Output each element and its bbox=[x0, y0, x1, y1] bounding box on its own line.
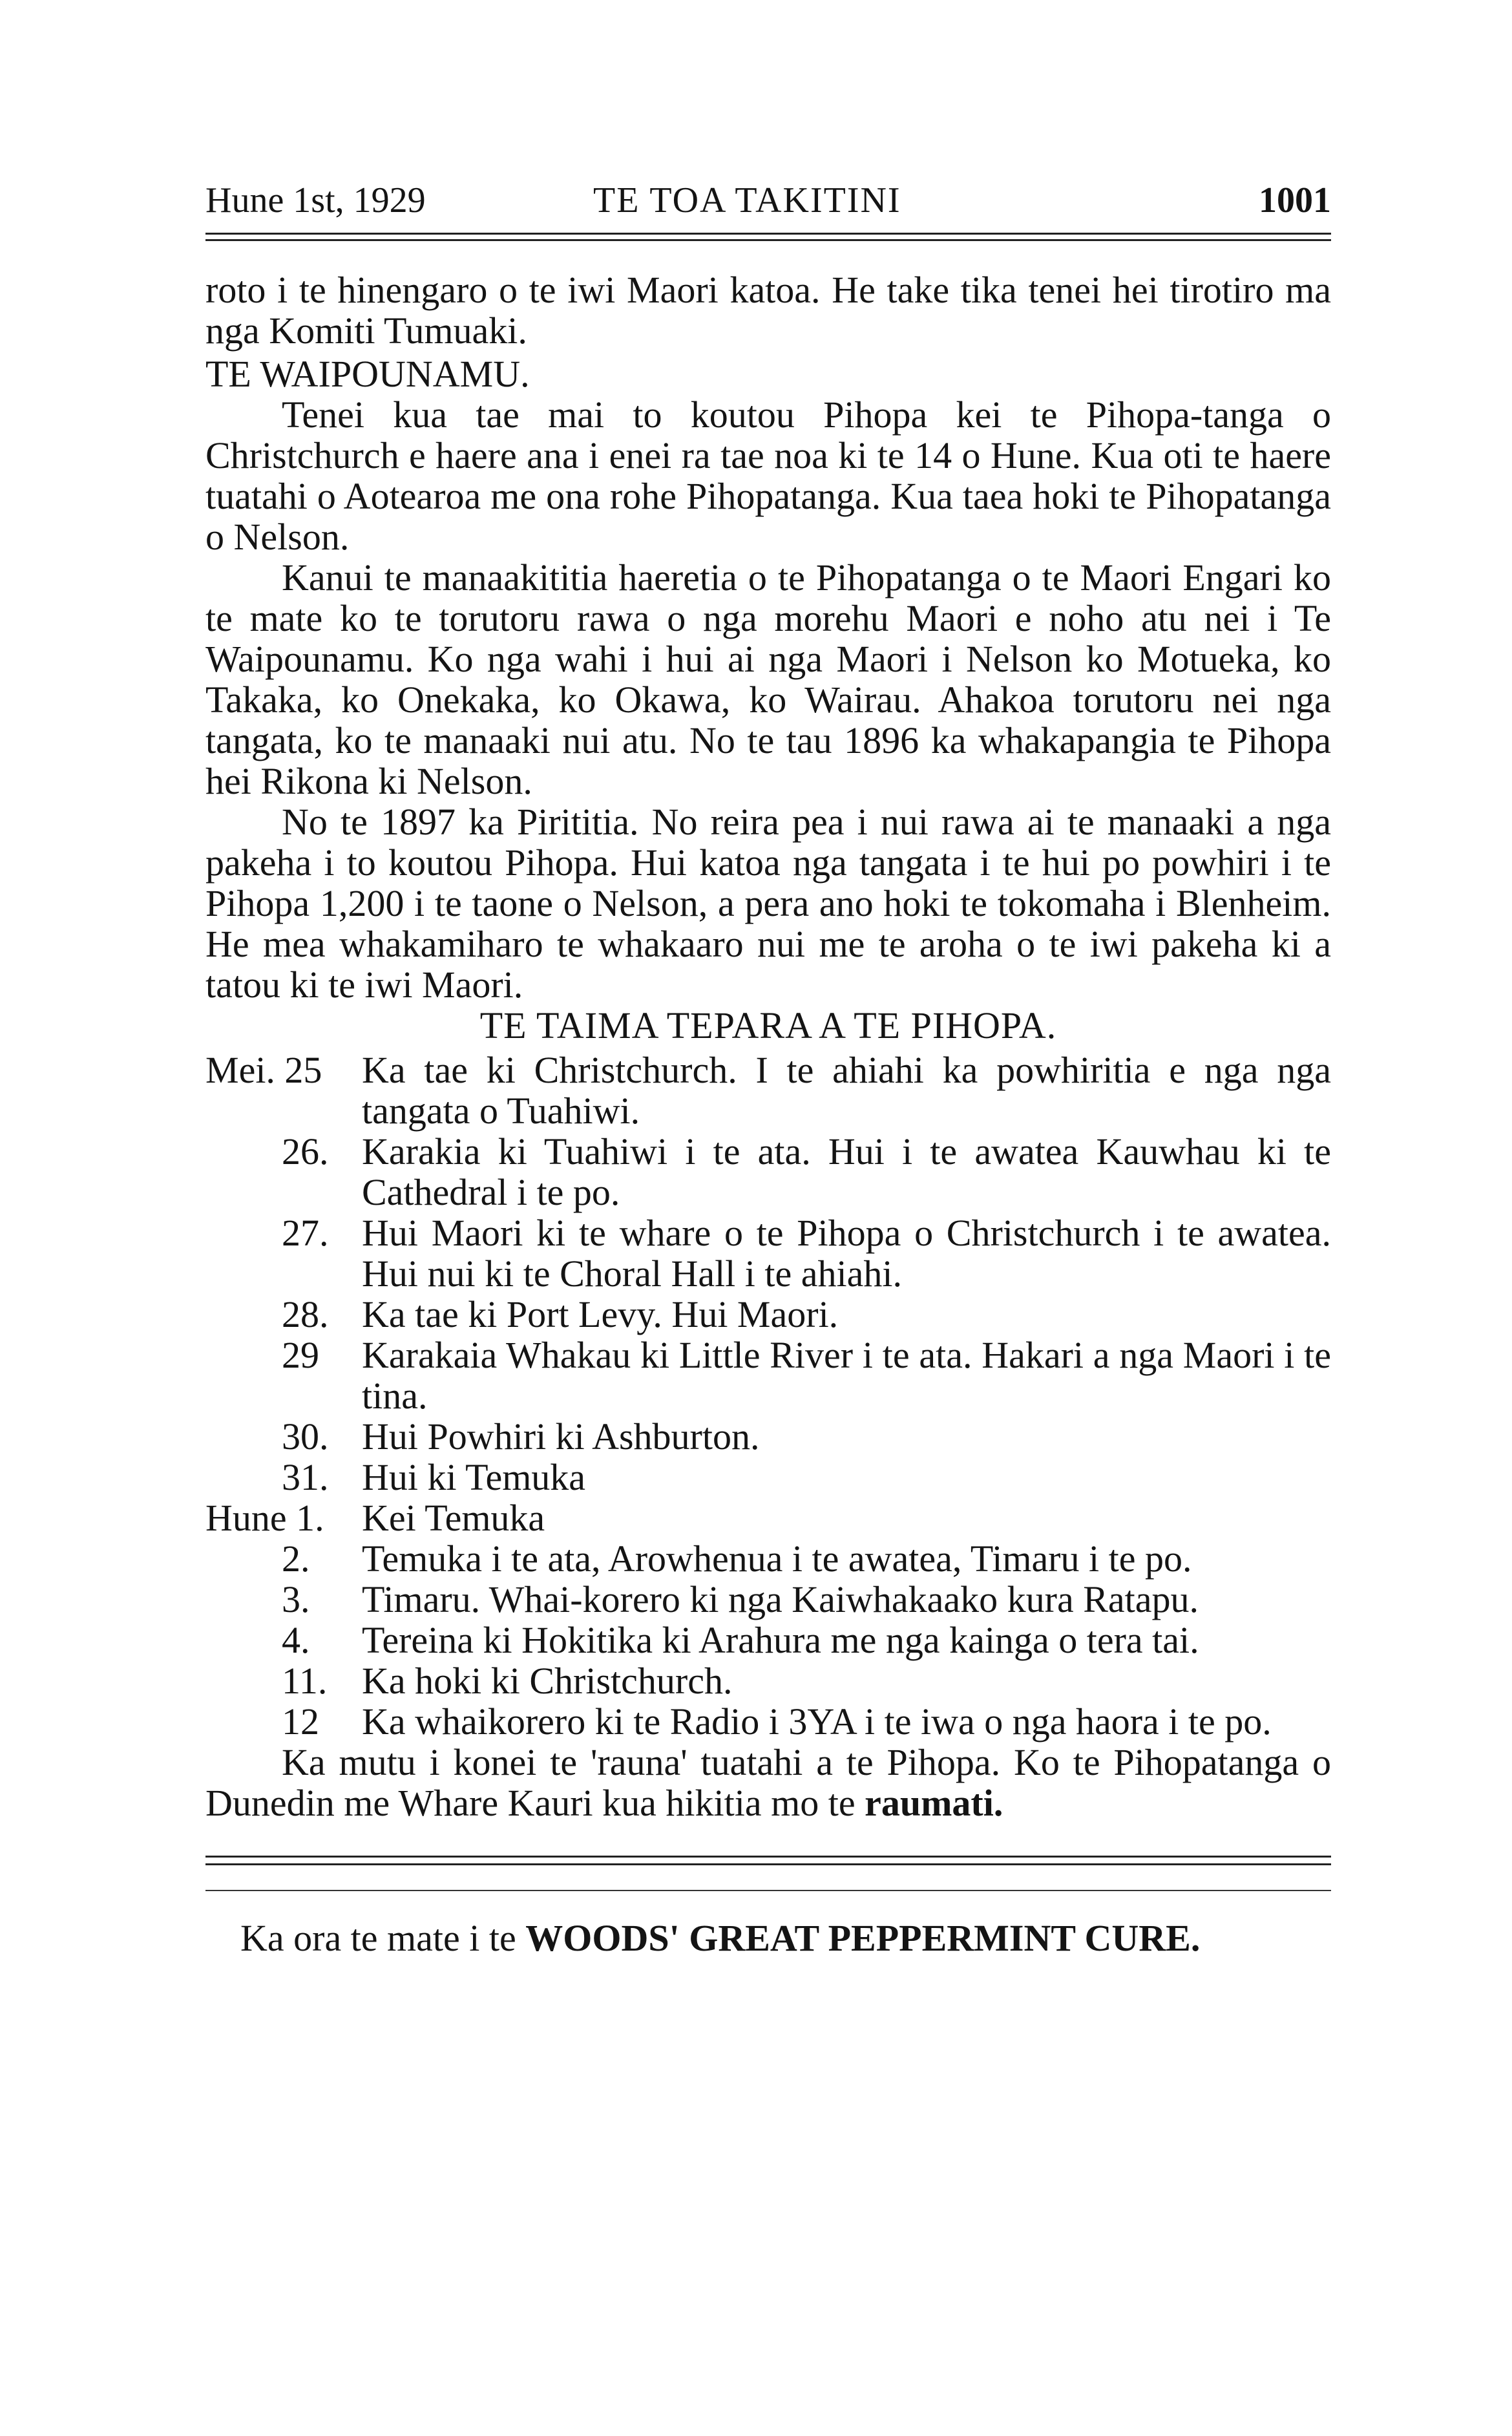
schedule-date: 4. bbox=[282, 1619, 310, 1661]
schedule-text: Temuka i te ata, Arowhenua i te awatea, Timaru i te po. bbox=[362, 1538, 1192, 1580]
page-header bbox=[205, 175, 1331, 233]
schedule-entry bbox=[205, 1620, 1331, 1660]
schedule-date: 27. bbox=[282, 1212, 329, 1254]
schedule-entry bbox=[205, 1294, 1331, 1335]
newspaper-page bbox=[205, 175, 1331, 1997]
schedule-text: Ka hoki ki Christchurch. bbox=[362, 1660, 733, 1702]
schedule-entry bbox=[205, 1538, 1331, 1579]
opening-paragraph: roto i te hinengaro o te iwi Maori katoa. He take tika tenei hei tirotiro ma nga Komiti Tumuaki. bbox=[205, 269, 1331, 352]
advertisement bbox=[205, 1917, 1331, 1960]
article-body bbox=[205, 270, 1331, 1823]
schedule-text: Karakaia Whakau ki Little River i te ata. Hakari a nga Maori i te tina. bbox=[362, 1334, 1331, 1417]
schedule-heading: TE TAIMA TEPARA A TE PIHOPA. bbox=[479, 1004, 1057, 1046]
schedule-text: Tereina ki Hokitika ki Arahura me nga kainga o tera tai. bbox=[362, 1619, 1199, 1661]
paragraph: Tenei kua tae mai to koutou Pihopa kei te Pihopa-tanga o Christchurch e haere ana i enei ra tae noa ki te 14 o Hune. Kua oti te haere tuatahi o Aotearoa me ona rohe Pihopatanga. Kua taea hoki te Pihopatanga o Nelson. bbox=[205, 394, 1331, 558]
schedule-text: Ka tae ki Port Levy. Hui Maori. bbox=[362, 1293, 839, 1335]
schedule-text: Ka whaikorero ki te Radio i 3YA i te iwa o nga haora i te po. bbox=[362, 1700, 1272, 1742]
closing-last-word: raumati. bbox=[865, 1782, 1003, 1824]
schedule-date: 11. bbox=[282, 1660, 328, 1702]
schedule-text: Hui Powhiri ki Ashburton. bbox=[362, 1415, 760, 1457]
footer-rule bbox=[205, 1856, 1331, 1865]
footer-thin-rule bbox=[205, 1890, 1331, 1891]
schedule-entry bbox=[205, 1579, 1331, 1620]
schedule-entry bbox=[205, 1701, 1331, 1742]
schedule-text: Timaru. Whai-korero ki nga Kaiwhakaako kura Ratapu. bbox=[362, 1578, 1199, 1620]
schedule-entry bbox=[205, 1416, 1331, 1457]
advert-product: WOODS' GREAT PEPPERMINT CURE. bbox=[525, 1917, 1201, 1959]
schedule-date: 29 bbox=[282, 1334, 319, 1376]
schedule-date: 12 bbox=[282, 1700, 319, 1742]
schedule-date: Mei. 25 bbox=[205, 1049, 322, 1091]
schedule-entry bbox=[205, 1131, 1331, 1213]
schedule-date: 28. bbox=[282, 1293, 329, 1335]
schedule-entry bbox=[205, 1457, 1331, 1498]
schedule-text: Hui Maori ki te whare o te Pihopa o Christchurch i te awatea. Hui nui ki te Choral Hall i te ahiahi. bbox=[362, 1212, 1331, 1295]
closing-paragraph bbox=[205, 1742, 1331, 1823]
schedule-text: Hui ki Temuka bbox=[362, 1456, 586, 1498]
schedule-text: Kei Temuka bbox=[362, 1497, 545, 1539]
advert-lead: Ka ora te mate i te bbox=[240, 1917, 516, 1959]
schedule-entry bbox=[205, 1498, 1331, 1538]
schedule-date: Hune 1. bbox=[205, 1497, 324, 1539]
header-page-number: 1001 bbox=[1259, 180, 1331, 220]
schedule-date: 3. bbox=[282, 1578, 310, 1620]
schedule-entry bbox=[205, 1050, 1331, 1131]
schedule-date: 31. bbox=[282, 1456, 329, 1498]
closing-text: Ka mutu i konei te 'rauna' tuatahi a te Pihopa. Ko te Pihopatanga o Dunedin me Whare Kauri kua hikitia mo te bbox=[205, 1741, 1331, 1824]
section-heading: TE WAIPOUNAMU. bbox=[205, 353, 530, 395]
header-title: TE TOA TAKITINI bbox=[593, 180, 901, 220]
schedule-entry bbox=[205, 1335, 1331, 1416]
schedule-date: 2. bbox=[282, 1538, 310, 1580]
schedule-list bbox=[205, 1050, 1331, 1742]
paragraph: Kanui te manaakititia haeretia o te Pihopatanga o te Maori Engari ko te mate ko te torutoru rawa o nga morehu Maori e noho atu nei i Te Waipounamu. Ko nga wahi i hui ai nga Maori i Nelson ko Motueka, ko Takaka, ko Onekaka, ko Okawa, ko Wairau. Ahakoa torutoru nei nga tangata, ko te manaaki nui atu. No te tau 1896 ka whakapangia te Pihopa hei Rikona ki Nelson. bbox=[205, 556, 1331, 802]
schedule-entry bbox=[205, 1213, 1331, 1294]
header-rule bbox=[205, 233, 1331, 241]
schedule-text: Ka tae ki Christchurch. I te ahiahi ka powhiritia e nga nga tangata o Tuahiwi. bbox=[362, 1049, 1331, 1132]
schedule-text: Karakia ki Tuahiwi i te ata. Hui i te awatea Kauwhau ki te Cathedral i te po. bbox=[362, 1130, 1331, 1213]
paragraph: No te 1897 ka Pirititia. No reira pea i nui rawa ai te manaaki a nga pakeha i to koutou Pihopa. Hui katoa nga tangata i te hui po powhiri i te Pihopa 1,200 i te taone o Nelson, a pera ano hoki te tokomaha i Blenheim. He mea whakamiharo te whakaaro nui me te aroha o te iwi pakeha ki a tatou ki te iwi Maori. bbox=[205, 801, 1331, 1006]
schedule-date: 26. bbox=[282, 1130, 329, 1172]
header-date: Hune 1st, 1929 bbox=[205, 180, 426, 220]
schedule-entry bbox=[205, 1660, 1331, 1701]
schedule-date: 30. bbox=[282, 1415, 329, 1457]
